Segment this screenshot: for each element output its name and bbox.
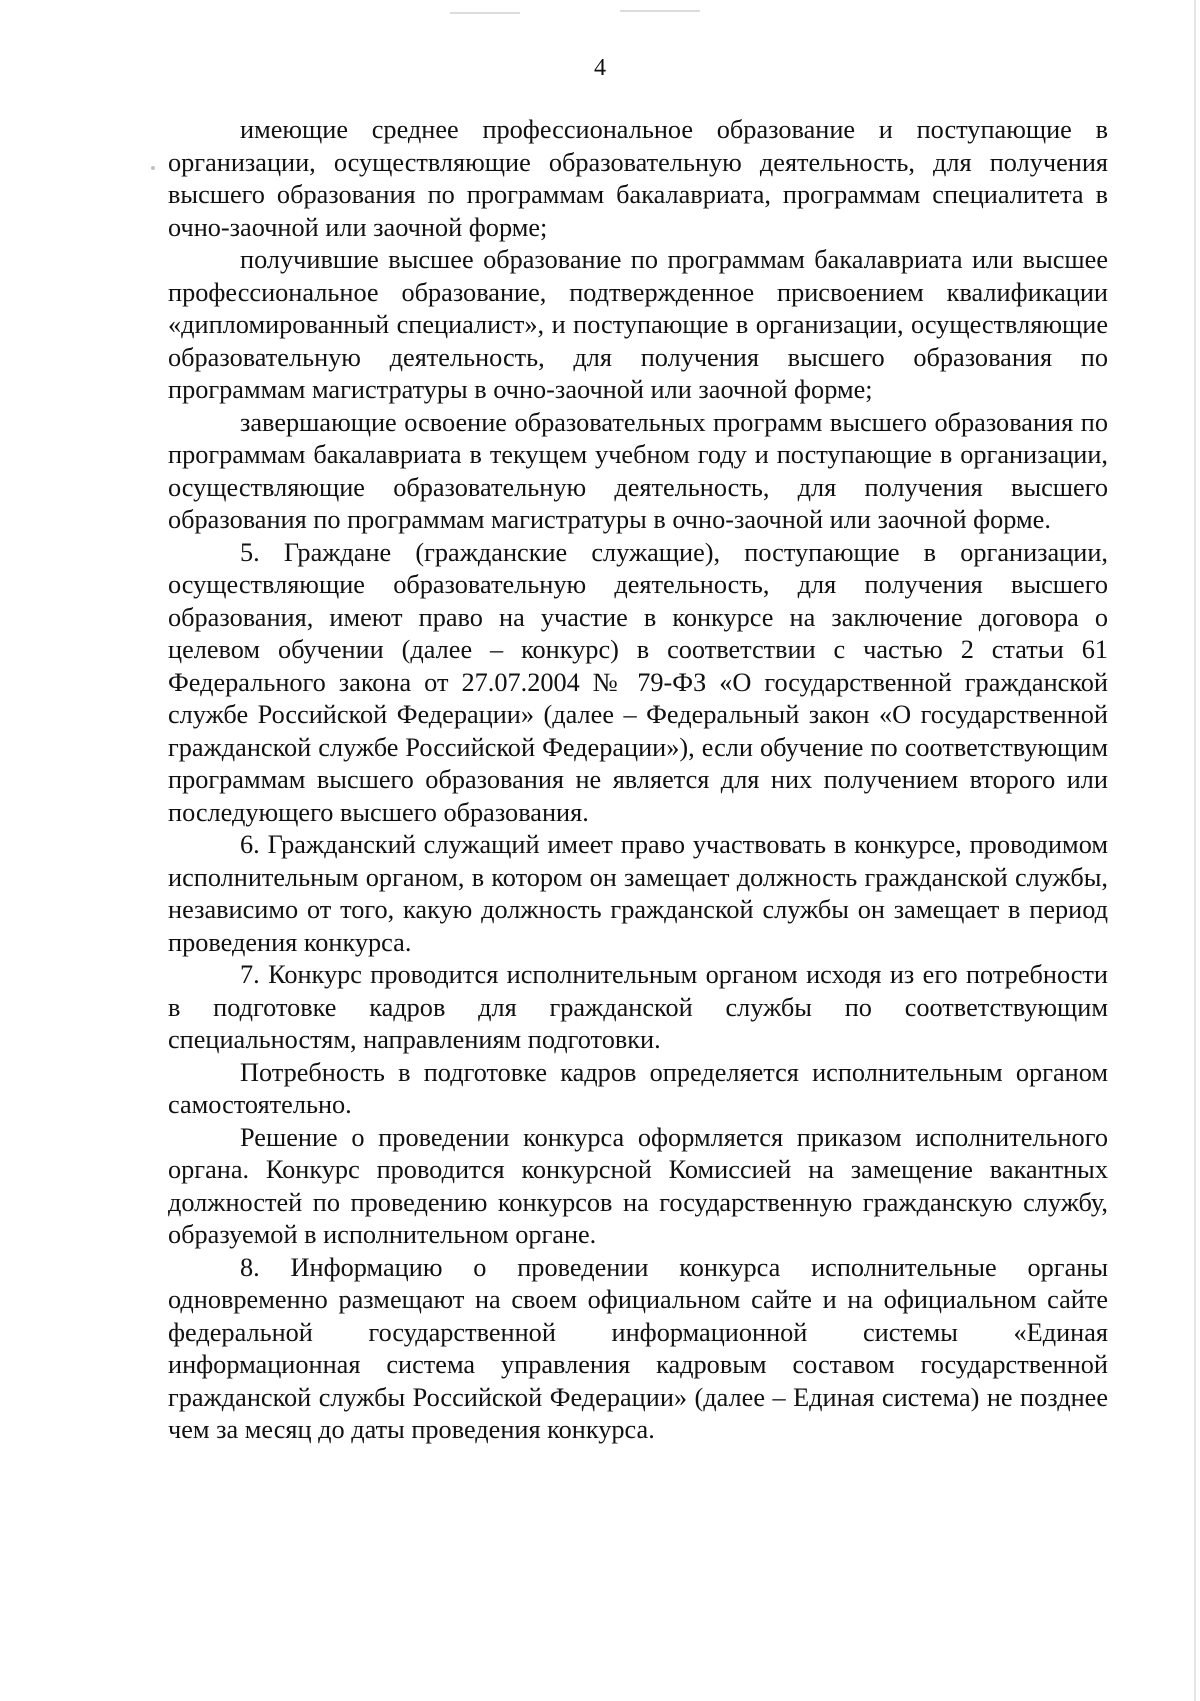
page-number: 4 [594,55,606,81]
paragraph: 7. Конкурс проводится исполнительным органом исходя из его потребности в подготовке кадров для гражданской службы по соответствующим специальностям, направлениям подготовки. [168,960,1108,1054]
scan-artifact [151,166,155,170]
scan-artifact [450,12,520,14]
paragraph: 8. Информацию о проведении конкурса исполнительные органы одновременно размещают на своем официальном сайте и на официальном сайте федеральной государственной информационной системы «Единая информационная система управления кадровым составом государственной гражданской службы Российской Федерации» (далее – Единая система) не позднее чем за месяц до даты проведения конкурса. [168,1252,1108,1444]
paragraph: 6. Гражданский служащий имеет право участвовать в конкурсе, проводимом исполнительным органом, в котором он замещает должность гражданской службы, независимо от того, какую должность гражданской службы он замещает в период проведения конкурса. [168,830,1108,957]
paragraph: имеющие среднее профессиональное образование и поступающие в организации, осуществляющие образовательную деятельность, для получения высшего образования по программам бакалавриата, программам специалитета в очно-заочной или заочной форме; [168,115,1108,242]
scan-artifact [620,10,700,12]
paragraph: 5. Граждане (гражданские служащие), поступающие в организации, осуществляющие образовательную деятельность, для получения высшего образования, имеют право на участие в конкурсе на заключение договора о целевом обучении (далее – конкурс) в соответствии с частью 2 статьи 61 Федерального закона от 27.07.2004 № 79-ФЗ «О государственной гражданской службе Российской Федерации» (далее – Федеральный закон «О государственной гражданской службе Российской Федерации»), если обучение по соответствующим программам высшего образования не является для них получением второго или последующего высшего образования. [168,537,1108,827]
paragraph: завершающие освоение образовательных программ высшего образования по программам бакалавриата в текущем учебном году и поступающие в организации, осуществляющие образовательную деятельность, для получения высшего образования по программам магистратуры в очно-заочной или заочной форме. [168,407,1108,534]
paragraph: Решение о проведении конкурса оформляется приказом исполнительного органа. Конкурс проводится конкурсной Комиссией на замещение вакантных должностей по проведению конкурсов на государственную гражданскую службу, образуемой в исполнительном органе. [168,1122,1108,1249]
scan-artifact [1194,0,1196,1701]
document-body [168,114,1108,1447]
paragraph: Потребность в подготовке кадров определяется исполнительным органом самостоятельно. [168,1057,1108,1119]
paragraph: получившие высшее образование по программам бакалавриата или высшее профессиональное образование, подтвержденное присвоением квалификации «дипломированный специалист», и поступающие в организации, осуществляющие образовательную деятельность, для получения высшего образования по программам магистратуры в очно-заочной или заочной форме; [168,245,1108,404]
